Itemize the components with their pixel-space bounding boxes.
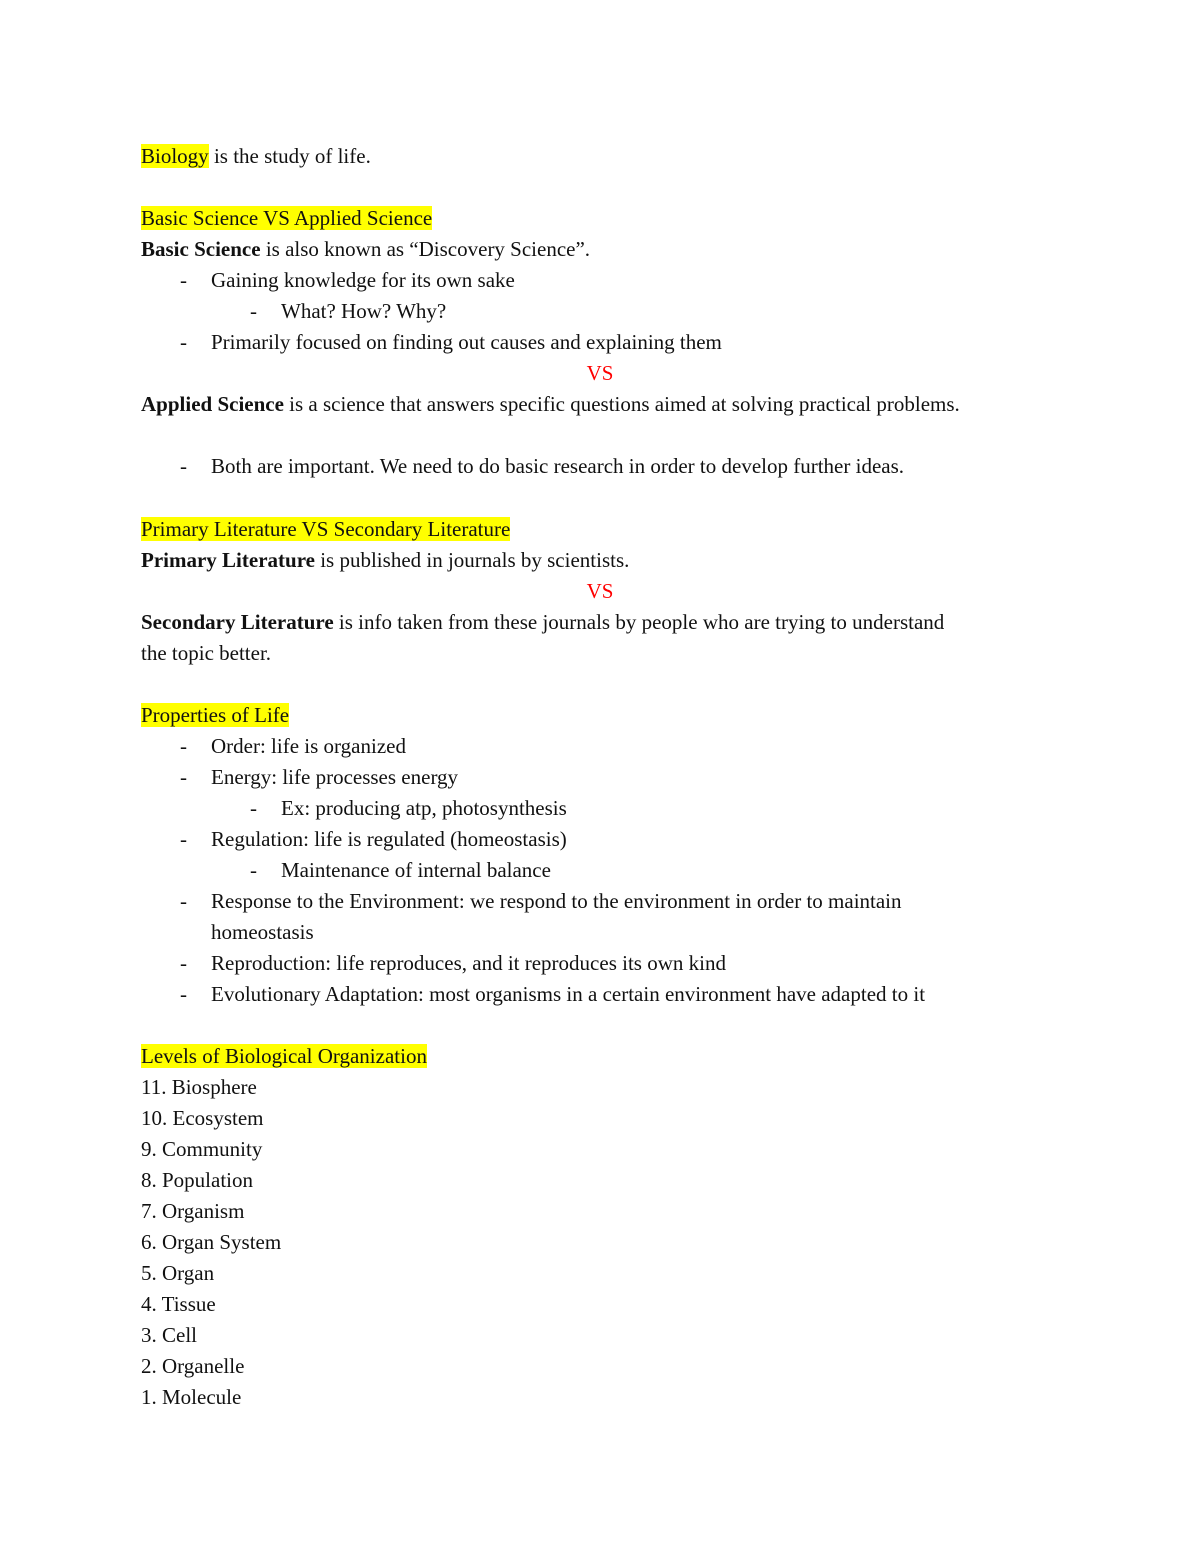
list-item xyxy=(180,266,515,294)
section-heading-properties xyxy=(141,701,289,729)
list-item-text: Reproduction: life reproduces, and it reproduces its own kind xyxy=(211,951,726,975)
list-item xyxy=(180,887,902,915)
level-item: 2. Organelle xyxy=(141,1354,245,1378)
heading-text: Basic Science VS Applied Science xyxy=(141,206,433,230)
definition-text: is a science that answers specific questions aimed at solving practical problems. xyxy=(283,392,960,416)
dash-bullet: - xyxy=(180,889,187,913)
dash-bullet: - xyxy=(180,765,187,789)
dash-bullet: - xyxy=(180,827,187,851)
list-item-text: Energy: life processes energy xyxy=(211,765,459,789)
term-primary-literature: Primary Literature xyxy=(141,548,315,572)
level-item: 6. Organ System xyxy=(141,1230,282,1254)
list-item-text: Ex: producing atp, photosynthesis xyxy=(281,796,567,820)
list-item xyxy=(180,825,567,853)
list-item xyxy=(180,980,925,1008)
dash-bullet: - xyxy=(180,268,187,292)
list-item xyxy=(250,856,551,884)
heading-text: Primary Literature VS Secondary Literature xyxy=(141,517,511,541)
level-item: 4. Tissue xyxy=(141,1292,216,1316)
level-item: 1. Molecule xyxy=(141,1385,242,1409)
list-item-text: Gaining knowledge for its own sake xyxy=(211,268,515,292)
dash-bullet: - xyxy=(180,454,187,478)
heading-text: Levels of Biological Organization xyxy=(141,1044,427,1068)
section-heading-literature xyxy=(141,515,510,543)
list-item-text: Order: life is organized xyxy=(211,734,406,758)
list-item-text: Evolutionary Adaptation: most organisms in a certain environment have adapted to it xyxy=(211,982,926,1006)
dash-bullet: - xyxy=(180,330,187,354)
list-item xyxy=(180,763,458,791)
definition-text: is info taken from these journals by people who are trying to understand xyxy=(333,610,945,634)
level-item: 3. Cell xyxy=(141,1323,197,1347)
dash-bullet: - xyxy=(250,858,257,882)
term-applied-science: Applied Science xyxy=(141,392,284,416)
intro-text: is the study of life. xyxy=(208,144,371,168)
dash-bullet: - xyxy=(250,299,257,323)
level-item: 8. Population xyxy=(141,1168,254,1192)
list-item xyxy=(250,297,446,325)
level-item: 10. Ecosystem xyxy=(141,1106,264,1130)
term-basic-science: Basic Science xyxy=(141,237,261,261)
list-item-text: Regulation: life is regulated (homeostasis) xyxy=(211,827,567,851)
list-item-continued: homeostasis xyxy=(211,920,314,944)
list-item-text: Maintenance of internal balance xyxy=(281,858,551,882)
list-item-text: Both are important. We need to do basic research in order to develop further ideas. xyxy=(211,454,905,478)
secondary-literature-continued: the topic better. xyxy=(141,641,272,665)
secondary-literature-definition xyxy=(141,608,944,636)
dash-bullet: - xyxy=(250,796,257,820)
list-item xyxy=(180,732,406,760)
heading-text: Properties of Life xyxy=(141,703,290,727)
list-item xyxy=(250,794,567,822)
list-item-text: Primarily focused on finding out causes and explaining them xyxy=(211,330,722,354)
applied-science-definition xyxy=(141,390,960,418)
definition-text: is also known as “Discovery Science”. xyxy=(260,237,591,261)
list-item-text: Response to the Environment: we respond to the environment in order to maintain xyxy=(211,889,902,913)
level-item: 7. Organism xyxy=(141,1199,245,1223)
section-heading-basic-applied xyxy=(141,204,432,232)
dash-bullet: - xyxy=(180,951,187,975)
term-biology: Biology xyxy=(141,144,209,168)
definition-text: is published in journals by scientists. xyxy=(314,548,630,572)
vs-divider: VS xyxy=(586,361,614,385)
level-item: 11. Biosphere xyxy=(141,1075,257,1099)
list-item xyxy=(180,452,904,480)
list-item-text: What? How? Why? xyxy=(281,299,447,323)
list-item xyxy=(180,949,726,977)
level-item: 5. Organ xyxy=(141,1261,215,1285)
dash-bullet: - xyxy=(180,982,187,1006)
vs-divider: VS xyxy=(586,579,614,603)
intro-line xyxy=(141,142,371,170)
section-heading-levels xyxy=(141,1042,427,1070)
primary-literature-definition xyxy=(141,546,629,574)
dash-bullet: - xyxy=(180,734,187,758)
basic-science-definition xyxy=(141,235,590,263)
list-item xyxy=(180,328,722,356)
level-item: 9. Community xyxy=(141,1137,263,1161)
term-secondary-literature: Secondary Literature xyxy=(141,610,334,634)
